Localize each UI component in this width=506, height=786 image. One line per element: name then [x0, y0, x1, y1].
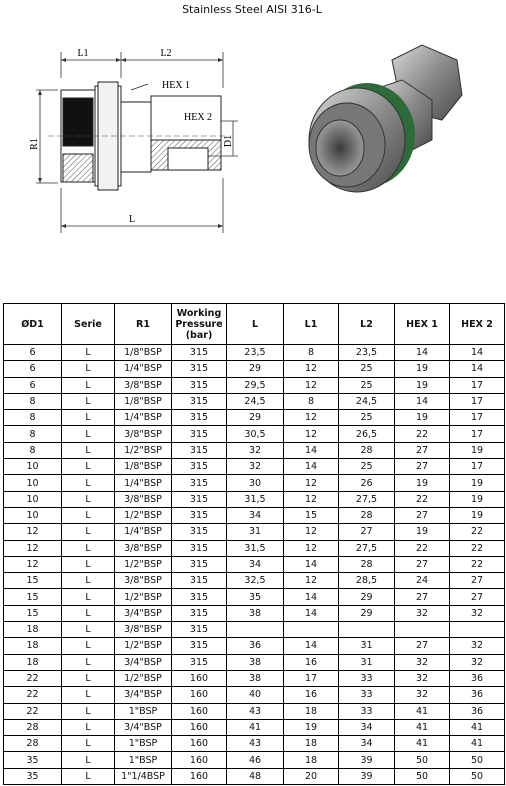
table-cell: 23,5	[339, 345, 395, 361]
table-cell: 20	[284, 768, 339, 784]
table-cell: 12	[284, 361, 339, 377]
table-cell: L	[62, 442, 115, 458]
table-cell: 30,5	[227, 426, 284, 442]
table-cell: 34	[339, 736, 395, 752]
table-cell: 15	[284, 507, 339, 523]
table-row	[4, 736, 505, 752]
table-cell: 315	[172, 459, 227, 475]
table-cell: 31	[339, 654, 395, 670]
table-cell: 14	[284, 589, 339, 605]
table-cell: 1"BSP	[115, 752, 172, 768]
table-cell: 8	[284, 393, 339, 409]
table-cell: 16	[284, 687, 339, 703]
table-cell: 41	[395, 703, 450, 719]
table-cell: L	[62, 475, 115, 491]
table-cell: 315	[172, 410, 227, 426]
table-cell: 19	[284, 719, 339, 735]
table-cell: 315	[172, 638, 227, 654]
table-cell: 19	[450, 491, 505, 507]
page-title: Stainless Steel AISI 316-L	[182, 3, 322, 16]
table-cell: 315	[172, 589, 227, 605]
table-cell: 29	[339, 589, 395, 605]
table-cell: 19	[450, 442, 505, 458]
table-cell: 25	[339, 410, 395, 426]
table-cell: 19	[395, 524, 450, 540]
table-cell: 26,5	[339, 426, 395, 442]
table-cell: 315	[172, 426, 227, 442]
table-cell: 12	[284, 410, 339, 426]
table-cell: 315	[172, 491, 227, 507]
table-cell: 1/8"BSP	[115, 345, 172, 361]
table-cell: 1/4"BSP	[115, 524, 172, 540]
table-cell: 1/2"BSP	[115, 589, 172, 605]
table-row	[4, 426, 505, 442]
table-row	[4, 638, 505, 654]
table-cell: 12	[284, 377, 339, 393]
table-cell: 12	[4, 540, 62, 556]
table-cell: 36	[450, 703, 505, 719]
table-cell: 160	[172, 736, 227, 752]
table-cell: 28	[339, 442, 395, 458]
table-cell: 31,5	[227, 491, 284, 507]
table-cell: 29,5	[227, 377, 284, 393]
table-cell: 1"BSP	[115, 736, 172, 752]
table-cell: 10	[4, 507, 62, 523]
table-cell: 32	[227, 459, 284, 475]
table-cell: 14	[284, 442, 339, 458]
label-hex2: HEX 2	[184, 112, 213, 123]
table-cell: 160	[172, 768, 227, 784]
table-cell: 27	[395, 556, 450, 572]
table-cell: 19	[395, 475, 450, 491]
table-cell: 1/2"BSP	[115, 507, 172, 523]
table-row	[4, 361, 505, 377]
table-cell: L	[62, 524, 115, 540]
table-cell: L	[62, 459, 115, 475]
label-l2: L2	[160, 48, 172, 59]
table-row	[4, 687, 505, 703]
table-cell: 29	[227, 361, 284, 377]
table-cell: 25	[339, 361, 395, 377]
table-cell: 1/2"BSP	[115, 442, 172, 458]
table-cell	[395, 622, 450, 638]
table-cell: 27	[395, 442, 450, 458]
table-row	[4, 768, 505, 784]
table-cell: 34	[227, 507, 284, 523]
table-cell: 14	[395, 393, 450, 409]
table-cell: 160	[172, 719, 227, 735]
table-cell: 41	[395, 719, 450, 735]
table-row	[4, 491, 505, 507]
table-row	[4, 540, 505, 556]
table-cell: 28,5	[339, 573, 395, 589]
table-cell: 28	[4, 736, 62, 752]
table-cell: L	[62, 687, 115, 703]
table-cell: 22	[395, 540, 450, 556]
table-cell: 10	[4, 491, 62, 507]
table-cell: 14	[450, 361, 505, 377]
table-cell: 1/2"BSP	[115, 556, 172, 572]
table-cell: 315	[172, 475, 227, 491]
table-cell: 35	[4, 768, 62, 784]
table-cell: L	[62, 752, 115, 768]
table-cell: 26	[339, 475, 395, 491]
table-cell: 33	[339, 687, 395, 703]
table-cell: L	[62, 540, 115, 556]
table-cell: 8	[284, 345, 339, 361]
table-cell: 14	[284, 459, 339, 475]
table-row	[4, 589, 505, 605]
table-cell: 15	[4, 589, 62, 605]
table-cell: 32	[395, 654, 450, 670]
table-row	[4, 410, 505, 426]
table-cell: 32	[395, 670, 450, 686]
table-cell: 15	[4, 573, 62, 589]
table-cell: 1"BSP	[115, 703, 172, 719]
table-cell: 160	[172, 752, 227, 768]
table-cell: 14	[450, 345, 505, 361]
table-cell: 25	[339, 377, 395, 393]
table-cell: 27	[339, 524, 395, 540]
table-cell: 10	[4, 459, 62, 475]
table-cell: 27	[450, 573, 505, 589]
table-cell: 6	[4, 345, 62, 361]
table-cell: 29	[339, 605, 395, 621]
table-cell: 22	[395, 426, 450, 442]
table-cell: 18	[4, 638, 62, 654]
table-cell: 22	[4, 687, 62, 703]
table-cell: 25	[339, 459, 395, 475]
table-cell: 10	[4, 475, 62, 491]
table-cell: 18	[4, 654, 62, 670]
table-cell: 12	[284, 524, 339, 540]
label-hex1: HEX 1	[162, 80, 191, 91]
table-cell: L	[62, 768, 115, 784]
table-cell: 12	[4, 524, 62, 540]
table-cell: 17	[450, 410, 505, 426]
table-cell: 1/2"BSP	[115, 670, 172, 686]
table-cell: 29	[227, 410, 284, 426]
table-cell: 315	[172, 654, 227, 670]
column-header: HEX 1	[395, 304, 450, 345]
table-cell: 36	[450, 687, 505, 703]
table-cell: 12	[4, 556, 62, 572]
table-row	[4, 442, 505, 458]
column-header: L1	[284, 304, 339, 345]
table-cell: 36	[450, 670, 505, 686]
table-cell: 16	[284, 654, 339, 670]
table-cell: 48	[227, 768, 284, 784]
table-cell: 19	[395, 377, 450, 393]
table-cell: 32	[395, 687, 450, 703]
table-cell: 15	[4, 605, 62, 621]
table-cell	[450, 622, 505, 638]
table-cell: 3/8"BSP	[115, 540, 172, 556]
table-cell: 14	[284, 556, 339, 572]
table-row	[4, 622, 505, 638]
table-row	[4, 670, 505, 686]
table-cell: 23,5	[227, 345, 284, 361]
table-cell: 315	[172, 622, 227, 638]
table-cell: 160	[172, 670, 227, 686]
table-cell: 160	[172, 687, 227, 703]
table-cell: 6	[4, 361, 62, 377]
table-cell: 27,5	[339, 491, 395, 507]
table-cell: 43	[227, 736, 284, 752]
table-cell: 8	[4, 442, 62, 458]
table-cell: 17	[450, 393, 505, 409]
column-header: L	[227, 304, 284, 345]
table-cell: 315	[172, 393, 227, 409]
table-cell: L	[62, 491, 115, 507]
table-cell: 22	[4, 670, 62, 686]
table-cell: 43	[227, 703, 284, 719]
table-cell: L	[62, 670, 115, 686]
table-cell: 315	[172, 442, 227, 458]
table-cell: 31	[339, 638, 395, 654]
table-cell: 17	[284, 670, 339, 686]
column-header: Serie	[62, 304, 115, 345]
table-cell: L	[62, 622, 115, 638]
table-cell: 22	[450, 540, 505, 556]
table-cell: 1/4"BSP	[115, 361, 172, 377]
table-cell: 24,5	[339, 393, 395, 409]
table-cell: 41	[395, 736, 450, 752]
table-cell: 1"1/4BSP	[115, 768, 172, 784]
table-cell: 39	[339, 752, 395, 768]
table-cell: 32	[450, 605, 505, 621]
table-cell: L	[62, 736, 115, 752]
label-d1: D1	[223, 134, 234, 148]
table-cell: 17	[450, 377, 505, 393]
table-cell: L	[62, 589, 115, 605]
table-cell: 34	[339, 719, 395, 735]
table-cell: 24	[395, 573, 450, 589]
table-cell: 3/4"BSP	[115, 687, 172, 703]
table-cell: L	[62, 556, 115, 572]
table-cell: 12	[284, 540, 339, 556]
label-r1: R1	[29, 138, 40, 150]
table-row	[4, 345, 505, 361]
table-cell: 1/4"BSP	[115, 410, 172, 426]
table-cell: 32	[227, 442, 284, 458]
table-cell: 35	[227, 589, 284, 605]
table-cell: 315	[172, 540, 227, 556]
table-cell: 315	[172, 556, 227, 572]
table-cell: 38	[227, 670, 284, 686]
table-cell: 28	[4, 719, 62, 735]
table-cell: L	[62, 703, 115, 719]
table-row	[4, 556, 505, 572]
table-cell: 17	[450, 426, 505, 442]
column-header: Working Pressure (bar)	[172, 304, 227, 345]
column-header: L2	[339, 304, 395, 345]
table-cell: 315	[172, 345, 227, 361]
table-cell: 28	[339, 507, 395, 523]
table-cell: 27	[395, 638, 450, 654]
table-cell: 35	[4, 752, 62, 768]
table-cell: 38	[227, 654, 284, 670]
table-cell: 19	[450, 507, 505, 523]
table-cell: L	[62, 410, 115, 426]
table-row	[4, 605, 505, 621]
table-cell: 8	[4, 426, 62, 442]
table-cell: 28	[339, 556, 395, 572]
table-cell: 50	[395, 752, 450, 768]
table-cell: 27	[395, 589, 450, 605]
table-cell	[339, 622, 395, 638]
table-cell: 41	[227, 719, 284, 735]
table-cell: 22	[450, 556, 505, 572]
table-cell: 18	[4, 622, 62, 638]
table-cell: L	[62, 345, 115, 361]
table-row	[4, 459, 505, 475]
table-cell: 34	[227, 556, 284, 572]
table-cell	[284, 622, 339, 638]
table-cell: L	[62, 654, 115, 670]
table-cell: L	[62, 377, 115, 393]
table-cell: 41	[450, 719, 505, 735]
table-cell: 32	[395, 605, 450, 621]
table-cell: 14	[284, 605, 339, 621]
table-cell: 18	[284, 752, 339, 768]
table-cell: L	[62, 605, 115, 621]
table-cell: L	[62, 393, 115, 409]
table-cell: 12	[284, 573, 339, 589]
table-cell: 3/8"BSP	[115, 573, 172, 589]
table-cell: 3/8"BSP	[115, 426, 172, 442]
table-cell: 40	[227, 687, 284, 703]
table-cell: 38	[227, 605, 284, 621]
table-cell: 1/4"BSP	[115, 475, 172, 491]
table-cell: 32	[450, 638, 505, 654]
table-row	[4, 719, 505, 735]
table-cell: 3/4"BSP	[115, 605, 172, 621]
table-cell: 50	[395, 768, 450, 784]
table-cell: L	[62, 573, 115, 589]
table-row	[4, 507, 505, 523]
table-cell: 8	[4, 410, 62, 426]
table-cell: L	[62, 426, 115, 442]
table-cell: 3/8"BSP	[115, 377, 172, 393]
table-cell: 315	[172, 524, 227, 540]
table-cell: 12	[284, 426, 339, 442]
table-cell: L	[62, 719, 115, 735]
table-cell: L	[62, 507, 115, 523]
table-cell: 30	[227, 475, 284, 491]
table-cell: 19	[395, 361, 450, 377]
table-cell: 33	[339, 670, 395, 686]
table-cell	[227, 622, 284, 638]
table-cell: 17	[450, 459, 505, 475]
table-cell: 18	[284, 736, 339, 752]
table-cell: 32	[450, 654, 505, 670]
table-cell: 315	[172, 507, 227, 523]
table-cell: 22	[4, 703, 62, 719]
table-cell: 12	[284, 475, 339, 491]
spec-table	[3, 303, 505, 785]
table-cell: L	[62, 361, 115, 377]
table-cell: 315	[172, 361, 227, 377]
table-cell: 27	[395, 507, 450, 523]
table-cell: 27,5	[339, 540, 395, 556]
table-cell: 315	[172, 573, 227, 589]
table-cell: 3/8"BSP	[115, 491, 172, 507]
table-cell: 315	[172, 605, 227, 621]
table-cell: 19	[395, 410, 450, 426]
table-cell: 31	[227, 524, 284, 540]
table-row	[4, 573, 505, 589]
table-cell: 14	[395, 345, 450, 361]
column-header: HEX 2	[450, 304, 505, 345]
table-cell: 1/8"BSP	[115, 459, 172, 475]
table-cell: 41	[450, 736, 505, 752]
table-cell: 12	[284, 491, 339, 507]
table-cell: 19	[450, 475, 505, 491]
column-header: ØD1	[4, 304, 62, 345]
table-cell: 31,5	[227, 540, 284, 556]
table-cell: 18	[284, 703, 339, 719]
table-cell: L	[62, 638, 115, 654]
table-cell: 3/4"BSP	[115, 719, 172, 735]
table-cell: 39	[339, 768, 395, 784]
table-header-row	[4, 304, 505, 345]
table-cell: 1/8"BSP	[115, 393, 172, 409]
table-cell: 8	[4, 393, 62, 409]
table-cell: 3/4"BSP	[115, 654, 172, 670]
column-header: R1	[115, 304, 172, 345]
table-row	[4, 377, 505, 393]
table-row	[4, 752, 505, 768]
table-cell: 6	[4, 377, 62, 393]
table-cell: 46	[227, 752, 284, 768]
table-cell: 32,5	[227, 573, 284, 589]
table-cell: 27	[395, 459, 450, 475]
table-cell: 315	[172, 377, 227, 393]
table-cell: 36	[227, 638, 284, 654]
table-cell: 1/2"BSP	[115, 638, 172, 654]
table-cell: 22	[395, 491, 450, 507]
technical-drawing	[28, 38, 238, 243]
table-cell: 24,5	[227, 393, 284, 409]
table-cell: 33	[339, 703, 395, 719]
label-l: L	[128, 214, 136, 225]
table-row	[4, 654, 505, 670]
fitting-render-image	[292, 40, 467, 200]
table-row	[4, 393, 505, 409]
table-cell: 22	[450, 524, 505, 540]
table-cell: 27	[450, 589, 505, 605]
label-l1: L1	[77, 48, 89, 59]
table-row	[4, 703, 505, 719]
table-cell: 3/8"BSP	[115, 622, 172, 638]
table-cell: 50	[450, 752, 505, 768]
table-row	[4, 475, 505, 491]
table-row	[4, 524, 505, 540]
table-cell: 14	[284, 638, 339, 654]
table-cell: 160	[172, 703, 227, 719]
table-cell: 50	[450, 768, 505, 784]
